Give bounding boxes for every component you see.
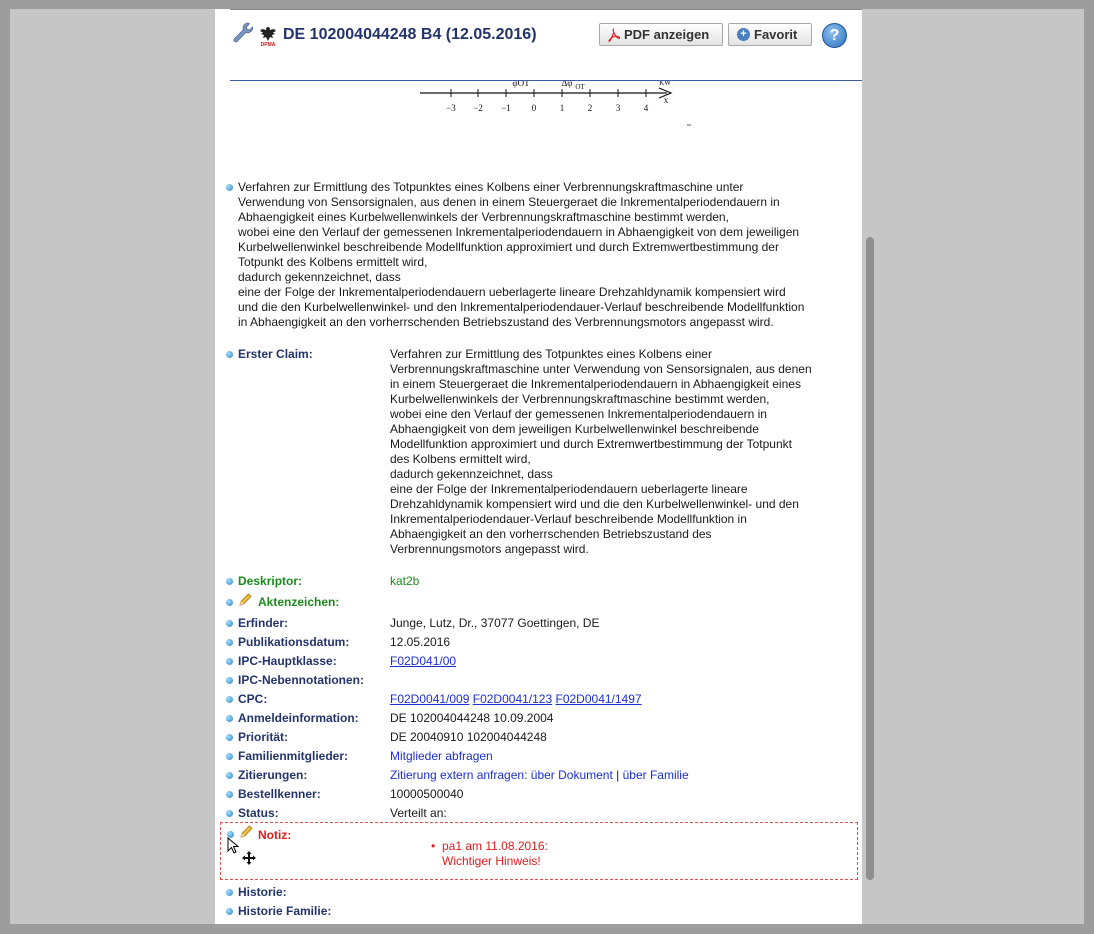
ipc-hauptklasse-row bbox=[225, 654, 855, 673]
ipc-nebennotationen-label: IPC-Nebennotationen: bbox=[238, 673, 364, 687]
dpma-label: DPMA bbox=[260, 42, 276, 47]
row-bullet bbox=[226, 677, 233, 684]
bestellkenner-value: 10000500040 bbox=[390, 787, 464, 801]
abstract-line: dadurch gekennzeichnet, dass bbox=[238, 270, 401, 284]
prioritaet-label: Priorität: bbox=[238, 730, 289, 744]
document-header bbox=[215, 9, 862, 81]
row-bullet bbox=[226, 696, 233, 703]
notiz-entry-line1: pa1 am 11.08.2016: bbox=[442, 839, 548, 853]
row-bullet bbox=[226, 351, 233, 358]
abstract-line: Verfahren zur Ermittlung des Totpunktes eines Kolbens einer Verbrennungskraftmaschine unter bbox=[238, 180, 744, 194]
claim-line: Verfahren zur Ermittlung des Totpunktes eines Kolbens einer bbox=[390, 347, 712, 361]
erster-claim-label: Erster Claim: bbox=[238, 347, 313, 361]
wrench-icon[interactable] bbox=[232, 21, 254, 43]
claim-line: Drehzahldynamik kompensiert wird und die den Kurbelwellenwinkel- und den bbox=[390, 497, 799, 511]
aktenzeichen-row bbox=[225, 595, 855, 614]
help-icon[interactable]: ? bbox=[822, 23, 847, 48]
drawing-tick: −3 bbox=[446, 103, 456, 113]
cpc-values bbox=[390, 692, 642, 706]
drawing-tick: 1 bbox=[559, 103, 565, 113]
drawing-label: KW bbox=[659, 81, 671, 87]
row-bullet bbox=[226, 889, 233, 896]
favorit-label: Favorit bbox=[754, 27, 798, 42]
status-label: Status: bbox=[238, 806, 279, 820]
claim-line: in einem Steuergeraet die Inkrementalperiodendauern in Abhaengigkeit eines bbox=[390, 377, 801, 391]
notiz-entry-line2: Wichtiger Hinweis! bbox=[442, 854, 541, 868]
document-title: DE 102004044248 B4 (12.05.2016) bbox=[283, 26, 537, 43]
historie-familie-label[interactable]: Historie Familie: bbox=[238, 904, 332, 918]
row-bullet bbox=[226, 734, 233, 741]
drawing-tick: −1 bbox=[501, 103, 511, 113]
notiz-box bbox=[220, 822, 858, 880]
notiz-entry bbox=[431, 839, 548, 869]
abstract-line: Abhaengigkeit eines Kurbelwellenwinkels der Verbrennungskraftmaschine bestimmt werden, bbox=[238, 210, 729, 224]
claim-line: Verbrennungsmotors angepasst wird. bbox=[390, 542, 589, 556]
cpc-link[interactable]: F02D0041/009 bbox=[390, 692, 470, 706]
row-bullet bbox=[226, 715, 233, 722]
zitierungen-label: Zitierungen: bbox=[238, 768, 308, 782]
ipc-nebennotationen-row bbox=[225, 673, 855, 692]
anmeldeinformation-row bbox=[225, 711, 855, 730]
notiz-label: Notiz: bbox=[258, 828, 292, 842]
drawing-label: OT bbox=[575, 83, 585, 91]
move-handle-icon[interactable] bbox=[242, 851, 256, 865]
favorit-button[interactable] bbox=[728, 23, 812, 46]
abstract-line: Kurbelwellenwinkel beschreibende Modellfunktion approximiert und durch Extremwertbestimmung der bbox=[238, 240, 779, 254]
cpc-link[interactable]: F02D0041/123 bbox=[472, 692, 553, 706]
familienmitglieder-value bbox=[390, 749, 493, 763]
historie-familie-row bbox=[225, 904, 855, 923]
anmeldeinformation-value: DE 102004044248 10.09.2004 bbox=[390, 711, 554, 725]
document-page bbox=[215, 9, 862, 924]
bestellkenner-label: Bestellkenner: bbox=[238, 787, 321, 801]
mitglieder-abfragen-link[interactable]: Mitglieder abfragen bbox=[390, 749, 493, 763]
prioritaet-value: DE 20040910 102004044248 bbox=[390, 730, 547, 744]
publikationsdatum-value: 12.05.2016 bbox=[390, 635, 451, 649]
abstract-line: Totpunkt des Kolbens ermittelt wird, bbox=[238, 255, 428, 269]
pdf-anzeigen-button[interactable] bbox=[599, 23, 723, 46]
erfinder-value: Junge, Lutz, Dr., 37077 Goettingen, DE bbox=[390, 616, 600, 630]
abstract-line: eine der Folge der Inkrementalperiodendauern ueberlagerte lineare Drehzahldynamik kompensiert wird bbox=[238, 285, 786, 299]
drawing-label: x bbox=[663, 95, 669, 105]
erster-claim-text bbox=[390, 347, 845, 557]
window-frame-right bbox=[1084, 0, 1094, 934]
claim-line: Abhaengigkeit von dem jeweiligen Kurbelwellenwinkel beschreibende bbox=[390, 422, 759, 436]
claim-line: eine der Folge der Inkrementalperiodendauern ueberlagerte lineare bbox=[390, 482, 748, 496]
claim-line: Modellfunktion approximiert und durch Extremwertbestimmung der Totpunkt bbox=[390, 437, 792, 451]
claim-line: Inkrementalperiodendauer-Verlauf beschreibende Modellfunktion in bbox=[390, 512, 747, 526]
ueber-familie-link[interactable]: über Familie bbox=[622, 768, 689, 782]
mouse-cursor-icon bbox=[227, 837, 241, 855]
ipc-hauptklasse-label: IPC-Hauptklasse: bbox=[238, 654, 337, 668]
drawing-tick: 0 bbox=[531, 103, 537, 113]
historie-label[interactable]: Historie: bbox=[238, 885, 287, 899]
cpc-label: CPC: bbox=[238, 692, 268, 706]
familienmitglieder-label: Familienmitglieder: bbox=[238, 749, 349, 763]
row-bullet bbox=[226, 578, 233, 585]
drawing-tick: 4 bbox=[643, 103, 649, 113]
notiz-entry-dot: • bbox=[431, 839, 436, 853]
row-bullet bbox=[226, 810, 233, 817]
drawing-label: Δφ bbox=[561, 81, 573, 88]
zitierungen-row bbox=[225, 768, 855, 787]
familienmitglieder-row bbox=[225, 749, 855, 768]
erfinder-label: Erfinder: bbox=[238, 616, 289, 630]
abstract-line: und die den Kurbelwellenwinkel- und den Inkrementalperiodendauer-Verlauf beschreibende Modellfunktion bbox=[238, 300, 805, 314]
claim-line: dadurch gekennzeichnet, dass bbox=[390, 467, 553, 481]
historie-row bbox=[225, 885, 855, 904]
row-bullet bbox=[226, 599, 233, 606]
claim-line: Kurbelwellenwinkels der Verbrennungskraftmaschine bestimmt werden, bbox=[390, 392, 770, 406]
patent-drawing bbox=[415, 81, 695, 129]
ueber-dokument-link[interactable]: über Dokument bbox=[530, 768, 613, 782]
row-bullet bbox=[226, 908, 233, 915]
publikationsdatum-row bbox=[225, 635, 855, 654]
abstract-line: wobei eine den Verlauf der gemessenen Inkrementalperiodendauern in Abhaengigkeit von dem jeweiligen bbox=[238, 225, 800, 239]
abstract-line: Verwendung von Sensorsignalen, aus denen in einem Steuergeraet die Inkrementalperiodendauern in bbox=[238, 195, 780, 209]
row-bullet bbox=[226, 753, 233, 760]
abstract-bullet bbox=[226, 184, 233, 191]
row-bullet bbox=[226, 791, 233, 798]
zitierungen-value bbox=[390, 768, 689, 782]
drawing-tick: −2 bbox=[473, 103, 483, 113]
anmeldeinformation-label: Anmeldeinformation: bbox=[238, 711, 359, 725]
prioritaet-row bbox=[225, 730, 855, 749]
window-frame-left bbox=[0, 0, 10, 934]
pencil-edit-icon[interactable] bbox=[238, 593, 252, 607]
row-bullet bbox=[226, 658, 233, 665]
eagle-logo-icon bbox=[258, 25, 278, 47]
drawing-tick: 2 bbox=[587, 103, 593, 113]
ipc-hauptklasse-value bbox=[390, 654, 456, 668]
claim-line: des Kolbens ermittelt wird, bbox=[390, 452, 531, 466]
erfinder-row bbox=[225, 616, 855, 635]
window-frame-bottom bbox=[0, 924, 1094, 934]
claim-line: Verbrennungskraftmaschine unter Verwendung von Sensorsignalen, aus denen bbox=[390, 362, 812, 376]
cpc-row bbox=[225, 692, 855, 711]
drawing-label: φOT bbox=[512, 81, 530, 88]
cpc-link[interactable]: F02D0041/1497 bbox=[555, 692, 642, 706]
window-frame-top bbox=[0, 0, 1094, 9]
drawing-tick: 3 bbox=[615, 103, 621, 113]
deskriptor-label: Deskriptor: bbox=[238, 574, 303, 588]
scrollbar-thumb[interactable] bbox=[866, 237, 874, 880]
claim-line: Abhaengigkeit an den vorherrschenden Betriebszustand des bbox=[390, 527, 712, 541]
deskriptor-value: kat2b bbox=[390, 574, 420, 588]
ipc-hauptklasse-link[interactable]: F02D041/00 bbox=[390, 654, 457, 668]
aktenzeichen-label: Aktenzeichen: bbox=[258, 595, 340, 609]
abstract-text bbox=[238, 180, 848, 330]
row-bullet bbox=[226, 772, 233, 779]
abstract-line: in Abhaengigkeit an den vorherrschenden Betriebszustand des Verbrennungsmotors angepasst wird. bbox=[238, 315, 774, 329]
zitierungen-separator: | bbox=[616, 768, 620, 782]
deskriptor-row bbox=[225, 574, 855, 593]
row-bullet bbox=[226, 620, 233, 627]
zitierungen-prefix: Zitierung extern anfragen: bbox=[390, 768, 528, 782]
bestellkenner-row bbox=[225, 787, 855, 806]
row-bullet bbox=[226, 639, 233, 646]
status-value: Verteilt an: bbox=[390, 806, 447, 820]
pencil-edit-icon[interactable] bbox=[239, 825, 253, 839]
publikationsdatum-label: Publikationsdatum: bbox=[238, 635, 350, 649]
claim-line: wobei eine den Verlauf der gemessenen Inkrementalperiodendauern in bbox=[390, 407, 767, 421]
pdf-anzeigen-label: PDF anzeigen bbox=[624, 27, 710, 42]
pdf-icon bbox=[608, 28, 620, 42]
add-circle-icon: + bbox=[737, 28, 750, 41]
